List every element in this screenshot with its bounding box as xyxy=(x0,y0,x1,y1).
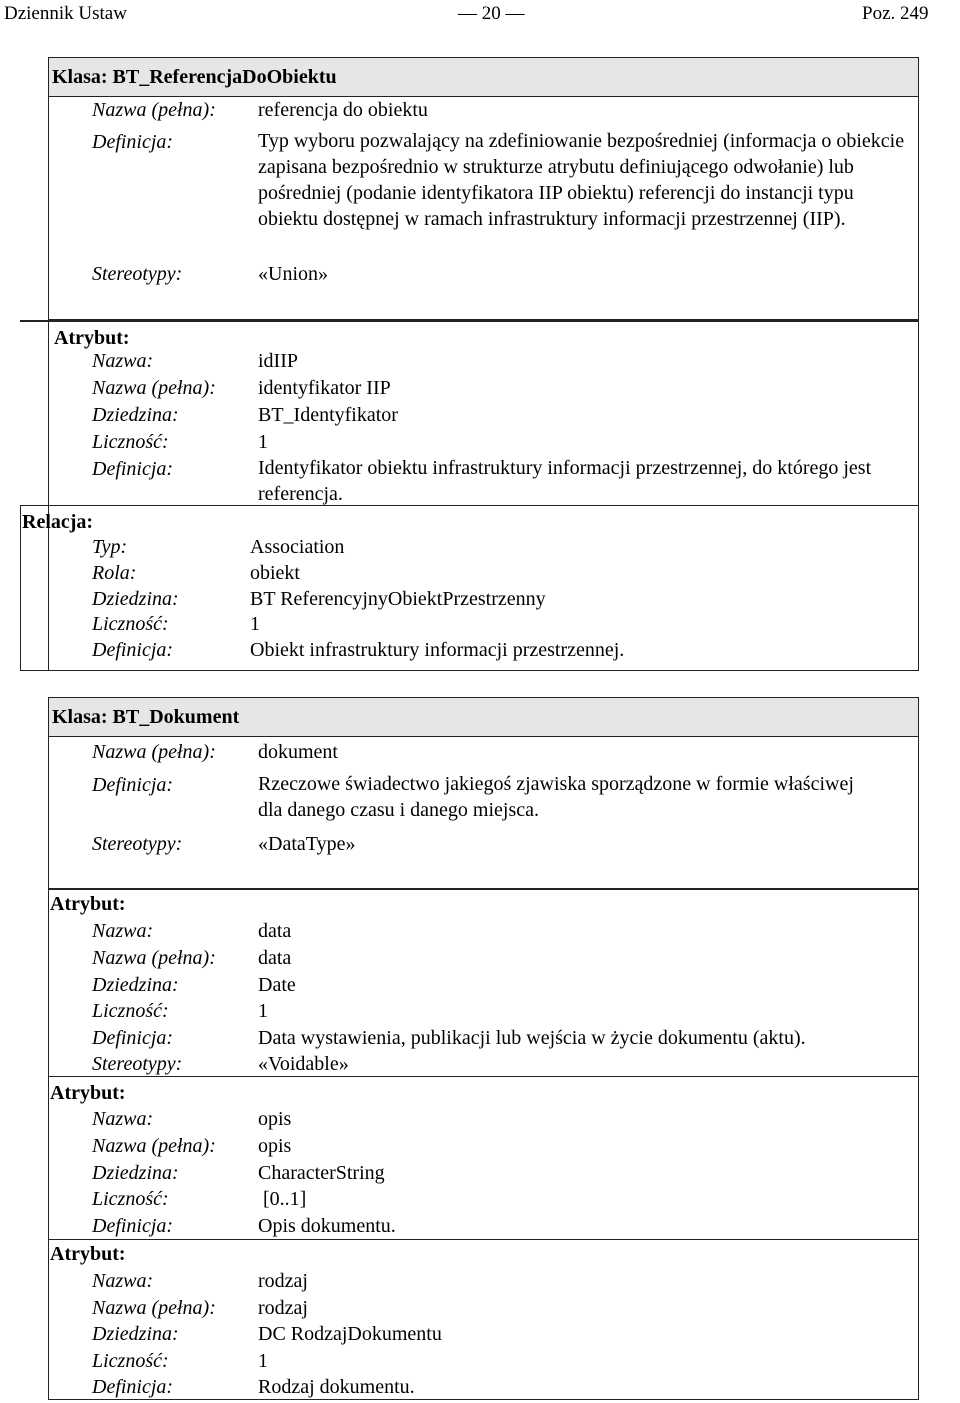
attr2-domain: CharacterString xyxy=(258,1162,385,1184)
class1-definition: Typ wyboru pozwalający na zdefiniowanie bezpośredniej (informacja o obiekcie zapisana bezpośrednio w strukturze atrybutu definiującego odwołanie) lub pośredniej (podanie identyfikatora IIP obiektu) referencji do instancji typu obiektu dostępnej w ramach infrastruktury informacji przestrzennej (IIP). xyxy=(258,130,905,230)
attr1-domain: Date xyxy=(258,974,296,996)
attr2-domain-label: Dziedzina: xyxy=(92,1162,179,1184)
attr-domain-label: Dziedzina: xyxy=(92,404,179,426)
attr-name: idIIP xyxy=(258,350,298,372)
attr2-definition: Opis dokumentu. xyxy=(258,1215,396,1237)
rel-type: Association xyxy=(250,536,345,558)
class2-definition: Rzeczowe świadectwo jakiegoś zjawiska sporządzone w formie właściwej dla danego czasu i danego miejsca. xyxy=(258,773,854,821)
attr3-multiplicity-label: Liczność: xyxy=(92,1350,169,1372)
attr2-full-name-label: Nazwa (pełna): xyxy=(92,1135,216,1157)
rel-multiplicity: 1 xyxy=(250,613,260,635)
attr-multiplicity: 1 xyxy=(258,431,268,453)
attr3-domain: DC RodzajDokumentu xyxy=(258,1323,442,1345)
class1-relation-heading: Relacja: xyxy=(22,511,94,533)
attr1-multiplicity: 1 xyxy=(258,1000,268,1022)
attr1-heading: Atrybut: xyxy=(50,893,126,915)
attr-definition: Identyfikator obiektu infrastruktury informacji przestrzennej, do którego jest referencja. xyxy=(258,457,872,505)
page-number: — 20 — xyxy=(458,3,525,24)
attr-full-name-label: Nazwa (pełna): xyxy=(92,377,216,399)
attr3-heading: Atrybut: xyxy=(50,1243,126,1265)
rel-domain-label: Dziedzina: xyxy=(92,588,179,610)
journal-title: Dziennik Ustaw xyxy=(4,3,127,24)
attr1-domain-label: Dziedzina: xyxy=(92,974,179,996)
attr2-definition-label: Definicja: xyxy=(92,1215,174,1237)
class1-definition-label: Definicja: xyxy=(92,131,174,153)
attr-multiplicity-label: Liczność: xyxy=(92,431,169,453)
class1-full-name-label: Nazwa (pełna): xyxy=(92,99,216,121)
class2-full-name-label: Nazwa (pełna): xyxy=(92,741,216,763)
attr3-definition-label: Definicja: xyxy=(92,1376,174,1398)
class1-full-name: referencja do obiektu xyxy=(258,99,428,121)
attr1-name-label: Nazwa: xyxy=(92,920,154,942)
attr3-name-label: Nazwa: xyxy=(92,1270,154,1292)
attr1-stereotypes-label: Stereotypy: xyxy=(92,1053,183,1075)
attr3-domain-label: Dziedzina: xyxy=(92,1323,179,1345)
rel-multiplicity-label: Liczność: xyxy=(92,613,169,635)
position-number: Poz. 249 xyxy=(862,3,929,24)
class1-attribute-heading: Atrybut: xyxy=(54,327,130,349)
class2-full-name: dokument xyxy=(258,741,338,763)
attr1-full-name-label: Nazwa (pełna): xyxy=(92,947,216,969)
rel-type-label: Typ: xyxy=(92,536,128,558)
attr1-stereotypes: «Voidable» xyxy=(258,1053,349,1075)
class2-stereotypes-label: Stereotypy: xyxy=(92,833,183,855)
class1-stereotypes: «Union» xyxy=(258,263,328,285)
attr3-definition: Rodzaj dokumentu. xyxy=(258,1376,415,1398)
attr2-name-label: Nazwa: xyxy=(92,1108,154,1130)
attr2-full-name: opis xyxy=(258,1135,292,1157)
class1-stereotypes-label: Stereotypy: xyxy=(92,263,183,285)
class2-title: Klasa: BT_Dokument xyxy=(52,706,240,728)
class2-definition-label: Definicja: xyxy=(92,774,174,796)
attr1-full-name: data xyxy=(258,947,292,969)
class2-header xyxy=(48,697,919,737)
class2-stereotypes: «DataType» xyxy=(258,833,356,855)
rel-definition-label: Definicja: xyxy=(92,639,174,661)
attr2-name: opis xyxy=(258,1108,292,1130)
rel-domain: BT ReferencyjnyObiektPrzestrzenny xyxy=(250,588,546,610)
class1-title: Klasa: BT_ReferencjaDoObiektu xyxy=(52,66,337,88)
members-divider-left xyxy=(20,320,48,322)
attr1-definition: Data wystawienia, publikacji lub wejścia w życie dokumentu (aktu). xyxy=(258,1027,806,1049)
attr2-multiplicity: [0..1] xyxy=(263,1188,307,1210)
attr-divider-1 xyxy=(48,1076,919,1077)
attr-definition-label: Definicja: xyxy=(92,458,174,480)
attr1-definition-label: Definicja: xyxy=(92,1027,174,1049)
attr-full-name: identyfikator IIP xyxy=(258,377,391,399)
rel-definition: Obiekt infrastruktury informacji przestrzennej. xyxy=(250,639,625,661)
attr1-name: data xyxy=(258,920,292,942)
attr2-heading: Atrybut: xyxy=(50,1082,126,1104)
class1-header xyxy=(48,57,919,97)
attr3-full-name-label: Nazwa (pełna): xyxy=(92,1297,216,1319)
attr-name-label: Nazwa: xyxy=(92,350,154,372)
attr1-multiplicity-label: Liczność: xyxy=(92,1000,169,1022)
rel-role-label: Rola: xyxy=(92,562,137,584)
attr-divider-2 xyxy=(48,1239,919,1240)
attr3-full-name: rodzaj xyxy=(258,1297,308,1319)
attr3-multiplicity: 1 xyxy=(258,1350,268,1372)
attr2-multiplicity-label: Liczność: xyxy=(92,1188,169,1210)
rel-role: obiekt xyxy=(250,562,300,584)
attr3-name: rodzaj xyxy=(258,1270,308,1292)
attr-domain: BT_Identyfikator xyxy=(258,404,398,426)
